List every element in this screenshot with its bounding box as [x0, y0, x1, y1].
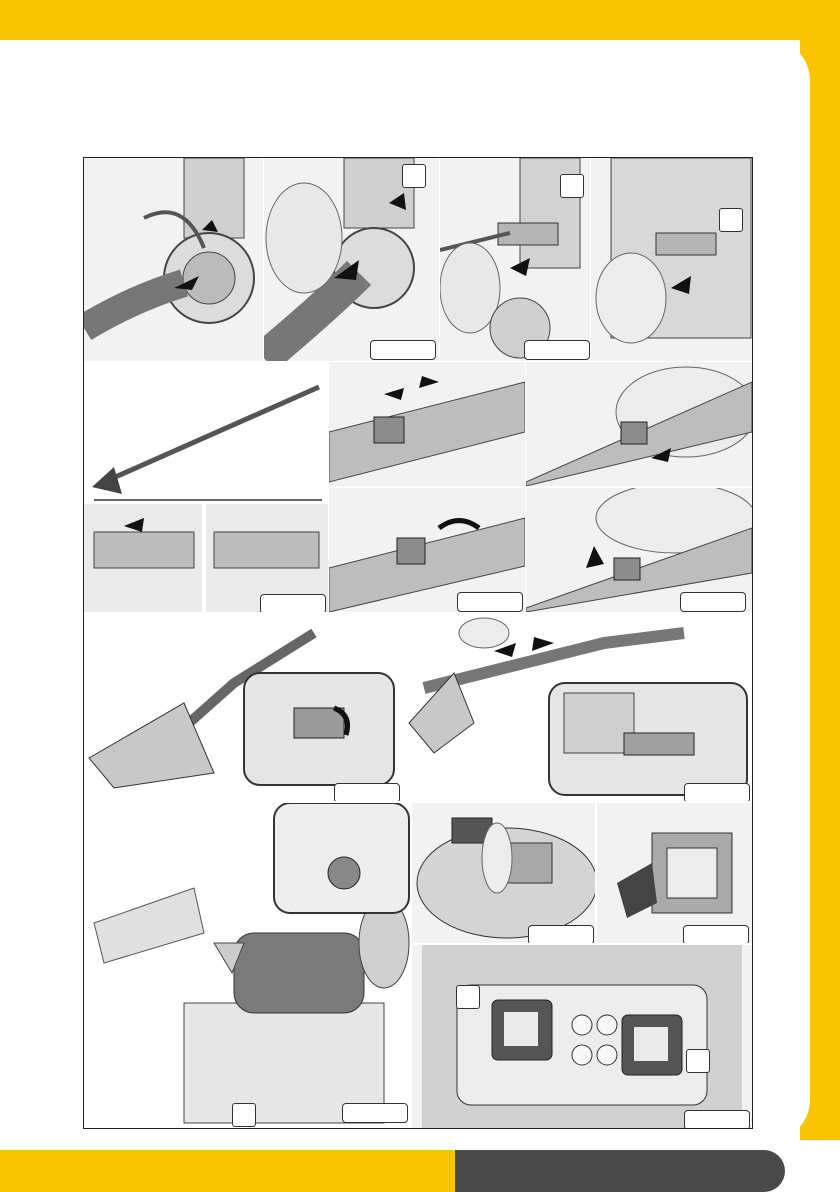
- panel-tube-join-hands: [526, 362, 752, 486]
- illustration-grid: [83, 157, 753, 1129]
- callout-box: [719, 208, 743, 232]
- panel-extension-tube: [84, 362, 328, 612]
- panel-clip-lock-hands: [526, 488, 752, 612]
- callout-box: [402, 164, 426, 188]
- panel-hose-release: [264, 158, 439, 361]
- tube-join-hands-illustration: [526, 362, 752, 486]
- panel-upholstery-nozzle: [404, 613, 752, 801]
- panel-hose-connection: [84, 158, 263, 361]
- figure-label-box: [457, 592, 523, 612]
- floor-nozzle-illustration: [84, 613, 402, 801]
- panel-power-socket: [597, 803, 752, 943]
- callout-box: [686, 1049, 710, 1073]
- callout-box: [560, 174, 584, 198]
- panel-quick-coupling-side: [591, 158, 752, 361]
- hose-release-illustration: [264, 158, 439, 361]
- panel-fill-tank: [84, 803, 410, 1128]
- figure-label-box: [334, 783, 400, 801]
- panel-quick-coupling-front: [440, 158, 590, 361]
- power-socket-illustration: [597, 803, 752, 943]
- footer-yellow-band: [0, 1150, 455, 1192]
- fill-tank-illustration: [84, 803, 410, 1128]
- tube-clip-join-illustration: [329, 362, 525, 486]
- figure-label-box: [342, 1103, 408, 1123]
- figure-label-box: [683, 925, 749, 943]
- footer-dark-band: [455, 1150, 785, 1192]
- upholstery-nozzle-illustration: [404, 613, 752, 801]
- panel-floor-nozzle: [84, 613, 402, 801]
- figure-label-box: [260, 594, 326, 612]
- top-color-band: [0, 0, 840, 40]
- panel-tube-clip-join: [329, 362, 525, 486]
- quick-coupling-side-illustration: [591, 158, 752, 361]
- figure-label-box: [524, 340, 590, 360]
- panel-unit-top: [412, 803, 595, 943]
- figure-label-box: [528, 925, 594, 943]
- figure-label-box: [684, 783, 750, 801]
- callout-box: [232, 1103, 256, 1127]
- callout-box: [456, 985, 480, 1009]
- panel-clip-close: [329, 488, 525, 612]
- figure-label-box: [684, 1110, 750, 1128]
- extension-tube-illustration: [84, 362, 328, 612]
- hose-connection-illustration: [84, 158, 263, 361]
- unit-top-illustration: [412, 803, 595, 943]
- figure-label-box: [680, 592, 746, 612]
- figure-label-box: [370, 340, 436, 360]
- panel-control-panel: [412, 945, 752, 1128]
- control-panel-illustration: [412, 945, 752, 1128]
